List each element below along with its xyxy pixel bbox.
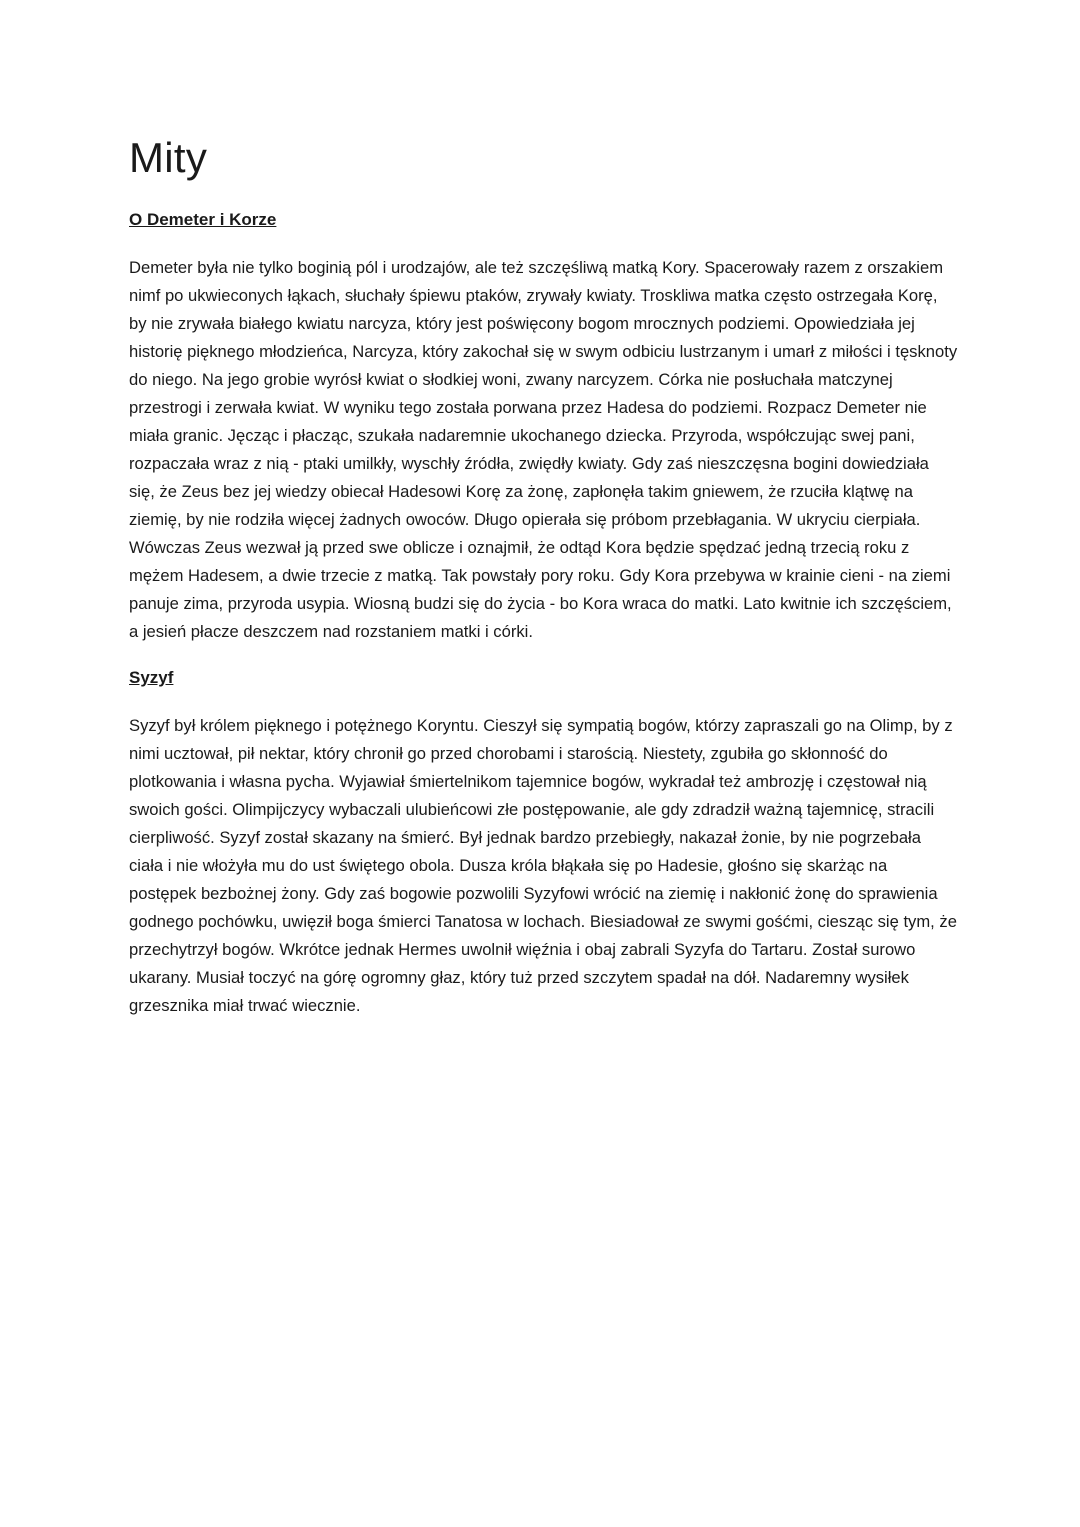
section-heading: O Demeter i Korze	[129, 210, 277, 229]
section-demeter	[129, 208, 959, 646]
document-title: Mity	[129, 134, 208, 181]
section-body: Demeter była nie tylko boginią pól i urodzajów, ale też szczęśliwą matką Kory. Spacerowały razem z orszakiem nimf po ukwieconych łąkach, słuchały śpiewu ptaków, zrywały kwiaty. Troskliwa matka często ostrzegała Korę, by nie zrywała białego kwiatu narcyza, który jest poświęcony bogom mrocznych podziemi. Opowiedziała jej historię pięknego młodzieńca, Narcyza, który zakochał się w swym odbiciu lustrzanym i umarł z miłości i tęsknoty do niego. Na jego grobie wyrósł kwiat o słodkiej woni, zwany narcyzem. Córka nie posłuchała matczynej przestrogi i zerwała kwiat. W wyniku tego została porwana przez Hadesa do podziemi. Rozpacz Demeter nie miała granic. Jęcząc i płacząc, szukała nadaremnie ukochanego dziecka. Przyroda, współczując swej pani, rozpaczała wraz z nią - ptaki umilkły, wyschły źródła, zwiędły kwiaty. Gdy zaś nieszczęsna bogini dowiedziała się, że Zeus bez jej wiedzy obiecał Hadesowi Korę za żonę, zapłonęła takim gniewem, że rzuciła klątwę na ziemię, by nie rodziła więcej żadnych owoców. Długo opierała się próbom przebłagania. W ukryciu cierpiała. Wówczas Zeus wezwał ją przed swe oblicze i oznajmił, że odtąd Kora będzie spędzać jedną trzecią roku z mężem Hadesem, a dwie trzecie z matką. Tak powstały pory roku. Gdy Kora przebywa w krainie cieni - na ziemi panuje zima, przyroda usypia. Wiosną budzi się do życia - bo Kora wraca do matki. Lato kwitnie ich szczęściem, a jesień płacze deszczem nad rozstaniem matki i córki.	[129, 258, 958, 641]
section-body: Syzyf był królem pięknego i potężnego Koryntu. Cieszył się sympatią bogów, którzy zapraszali go na Olimp, by z nimi ucztował, pił nektar, który chronił go przed chorobami i starością. Niestety, zgubiła go skłonność do plotkowania i własna pycha. Wyjawiał śmiertelnikom tajemnice bogów, wykradał też ambrozję i częstował nią swoich gości. Olimpijczycy wybaczali ulubieńcowi złe postępowanie, ale gdy zdradził ważną tajemnicę, stracili cierpliwość. Syzyf został skazany na śmierć. Był jednak bardzo przebiegły, nakazał żonie, by nie pogrzebała ciała i nie włożyła mu do ust świętego obola. Dusza króla błąkała się po Hadesie, głośno się skarżąc na postępek bezbożnej żony. Gdy zaś bogowie pozwolili Syzyfowi wrócić na ziemię i nakłonić żonę do sprawienia godnego pochówku, uwięził boga śmierci Tanatosa w lochach. Biesiadował ze swymi gośćmi, ciesząc się tym, że przechytrzył bogów. Wkrótce jednak Hermes uwolnił więźnia i obaj zabrali Syzyfa do Tartaru. Został surowo ukarany. Musiał toczyć na górę ogromny głaz, który tuż przed szczytem spadał na dół. Nadaremny wysiłek grzesznika miał trwać wiecznie.	[129, 716, 957, 1015]
section-syzyf	[129, 666, 959, 1020]
document-page	[129, 128, 959, 1040]
section-heading: Syzyf	[129, 668, 174, 687]
